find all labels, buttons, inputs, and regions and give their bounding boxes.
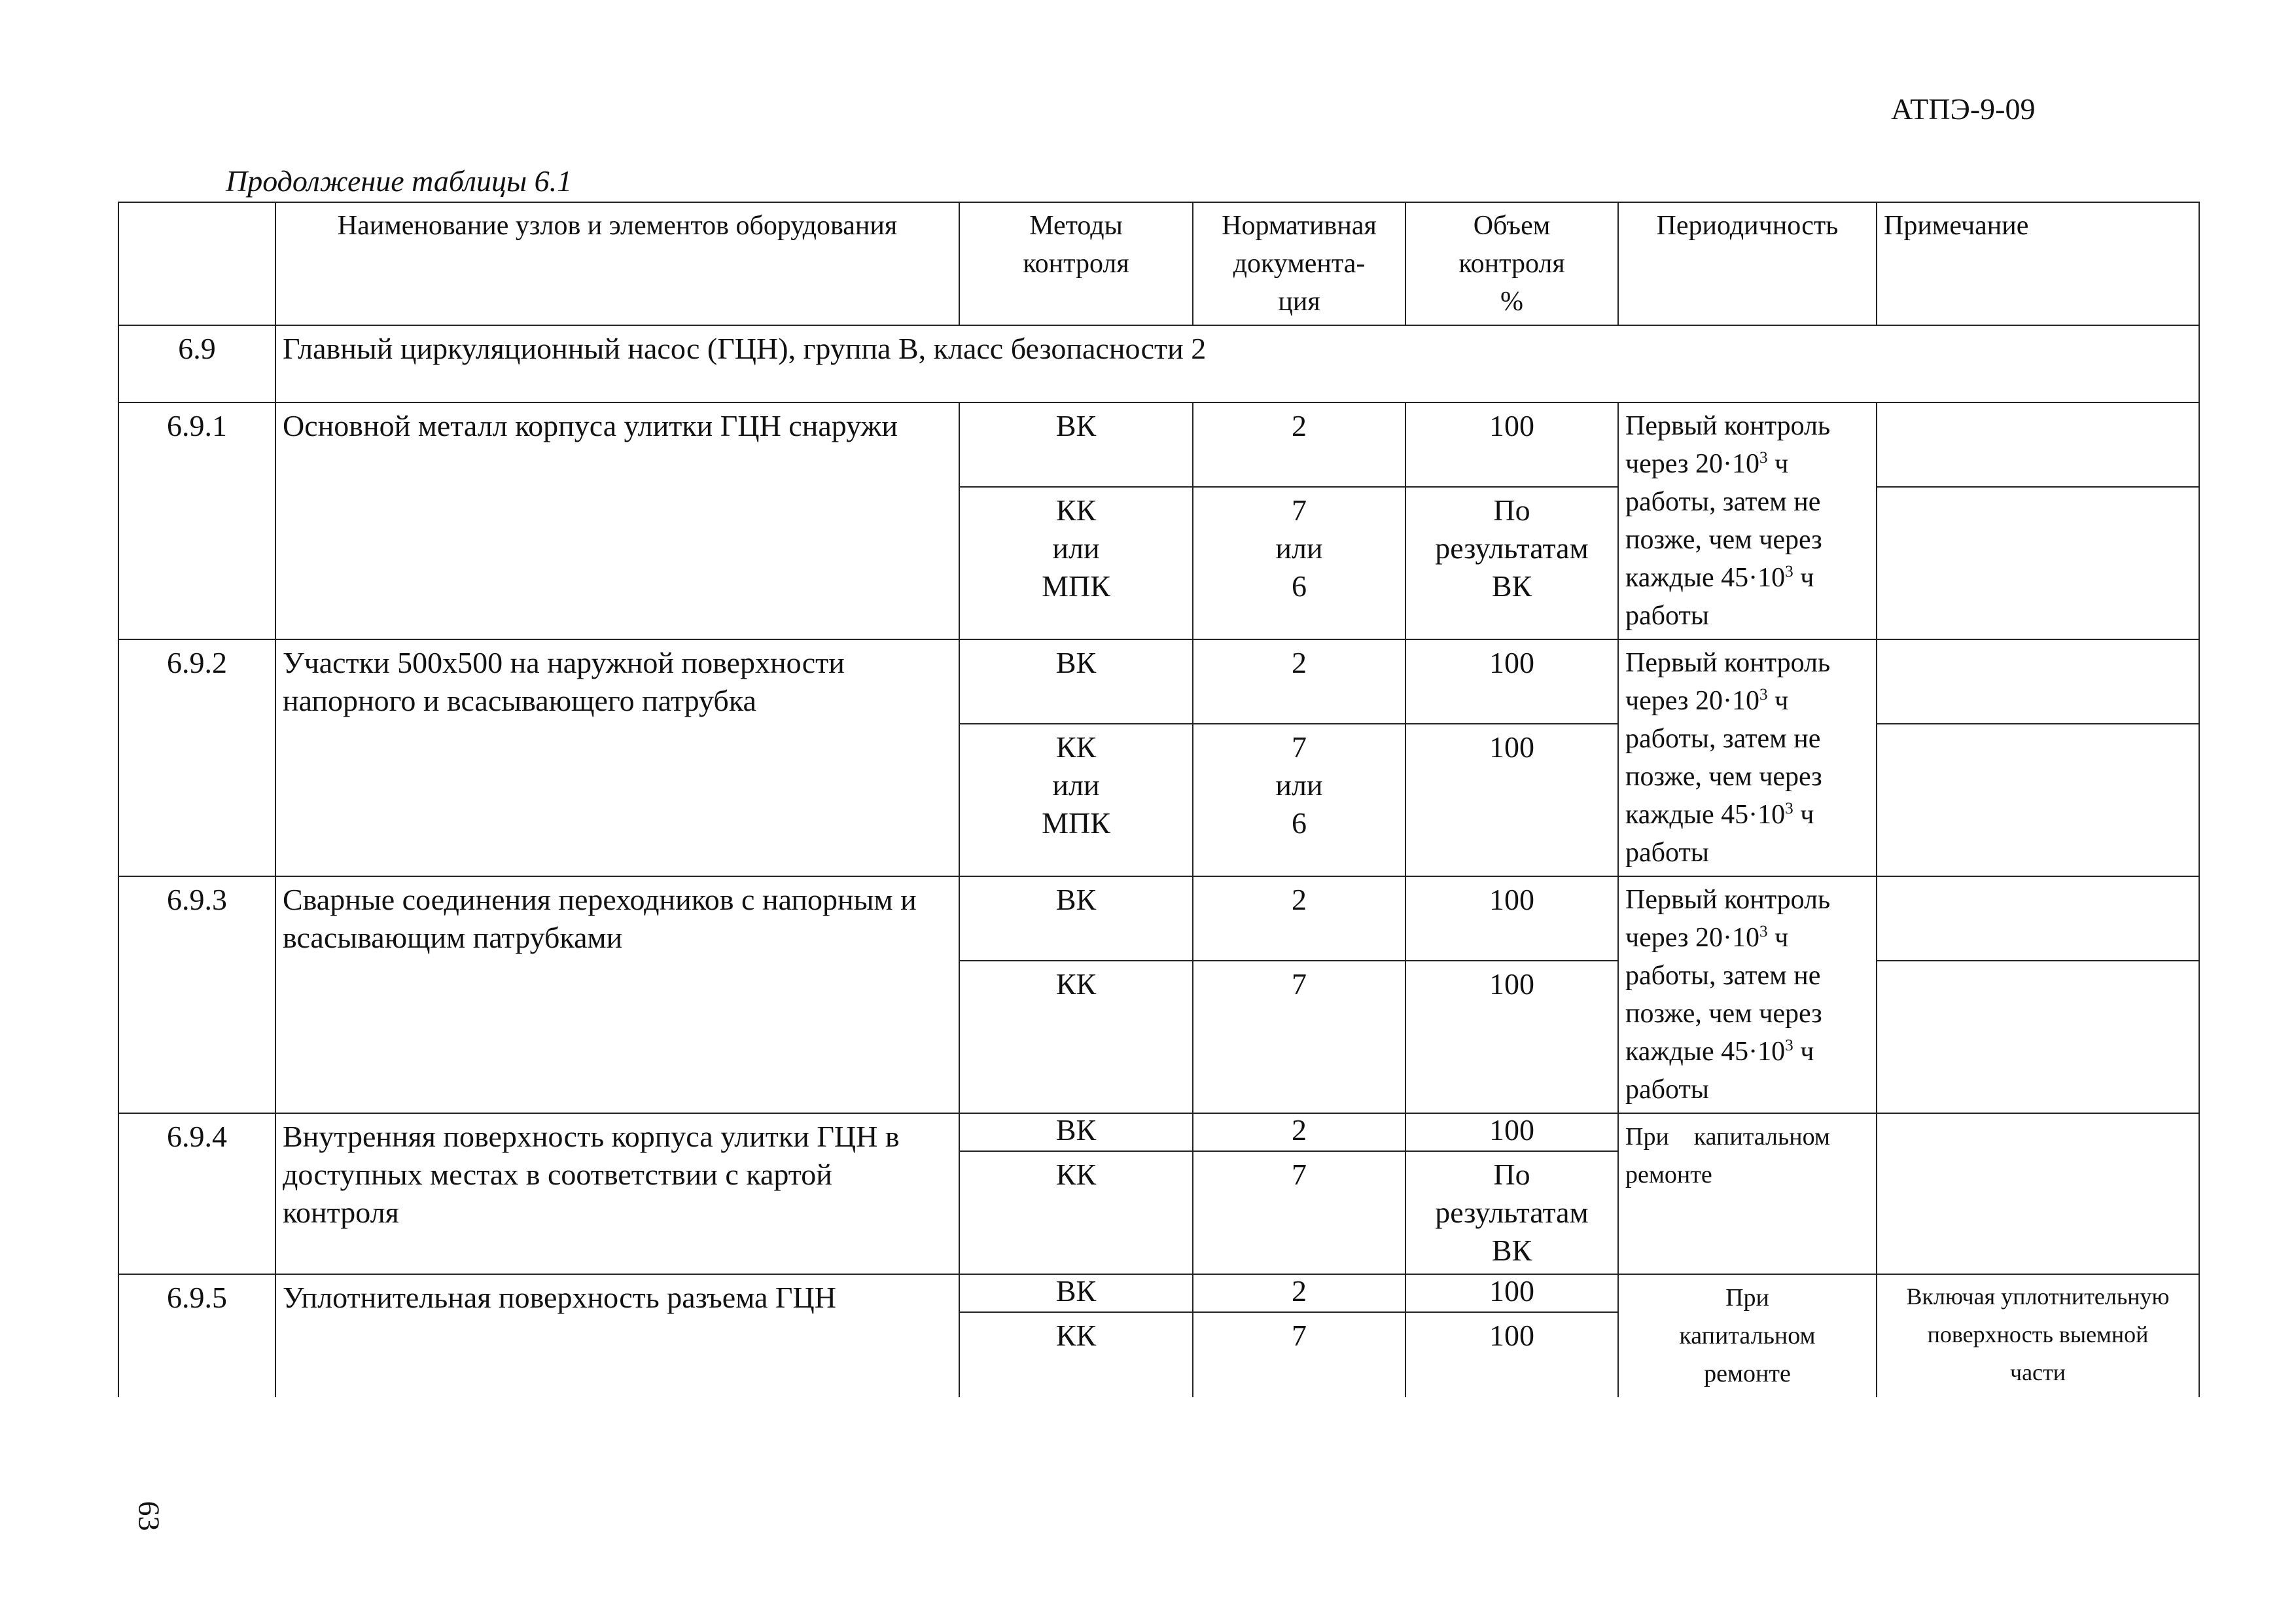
header-note: Примечание [1877,202,2199,325]
row-volume: 100 [1405,1274,1618,1312]
row-doc: 7 [1193,961,1405,1113]
header-norm-doc: Нормативная документа- ция [1193,202,1405,325]
row-doc: 7 или 6 [1193,487,1405,639]
section-row [118,325,2199,402]
row-method: КК [959,1151,1193,1274]
row-method: ВК [959,402,1193,487]
row-method: КК [959,961,1193,1113]
row-volume: 100 [1405,1113,1618,1151]
table-caption: Продолжение таблицы 6.1 [226,164,573,198]
row-volume: По результатам ВК [1405,1151,1618,1274]
row-method: ВК [959,639,1193,724]
row-doc: 2 [1193,1274,1405,1312]
row-method: ВК [959,1113,1193,1151]
row-method: КК [959,1312,1193,1397]
row-method: ВК [959,876,1193,961]
row-doc: 2 [1193,402,1405,487]
row-period: При капитальном ремонте [1618,1113,1877,1274]
row-note: Включая уплотнительную поверхность выемной части [1877,1274,2199,1397]
section-title: Главный циркуляционный насос (ГЦН), группа В, класс безопасности 2 [275,325,2199,402]
row-name: Участки 500х500 на наружной поверхности напорного и всасывающего патрубка [275,639,959,876]
row-note [1877,1113,2199,1274]
row-note [1877,961,2199,1113]
row-doc: 7 [1193,1151,1405,1274]
row-number: 6.9.4 [118,1113,275,1274]
row-doc: 2 [1193,876,1405,961]
row-note [1877,639,2199,724]
row-volume: 100 [1405,876,1618,961]
row-period: Первый контроль через $20\cdot 10^3$ ч работы, затем не позже, чем через каждые $45\cdot 10^3$ ч работы [1618,402,1877,639]
row-period: Первый контроль через $20\cdot 10^3$ ч работы, затем не позже, чем через каждые $45\cdot 10^3$ ч работы [1618,876,1877,1113]
row-method: КК или МПК [959,487,1193,639]
row-name: Внутренняя поверхность корпуса улитки ГЦН в доступных местах в соответствии с картой контроля [275,1113,959,1274]
header-methods: Методы контроля [959,202,1193,325]
row-name: Уплотнительная поверхность разъема ГЦН [275,1274,959,1397]
row-volume: 100 [1405,402,1618,487]
header-name: Наименование узлов и элементов оборудования [275,202,959,325]
table-row [118,876,2199,961]
row-volume: 100 [1405,724,1618,876]
row-doc: 7 [1193,1312,1405,1397]
page-number: 63 [132,1501,166,1531]
row-number: 6.9.1 [118,402,275,639]
row-doc: 7 или 6 [1193,724,1405,876]
row-note [1877,876,2199,961]
section-number: 6.9 [118,325,275,402]
document-code: АТПЭ-9-09 [1891,92,2036,126]
row-volume: 100 [1405,961,1618,1113]
row-volume: 100 [1405,1312,1618,1397]
table-row [118,1274,2199,1312]
row-volume: 100 [1405,639,1618,724]
row-period: Первый контроль через $20\cdot 10^3$ ч работы, затем не позже, чем через каждые $45\cdot 10^3$ ч работы [1618,639,1877,876]
row-doc: 2 [1193,639,1405,724]
row-name: Сварные соединения переходников с напорным и всасывающим патрубками [275,876,959,1113]
table-header-row [118,202,2199,325]
row-number: 6.9.5 [118,1274,275,1397]
row-number: 6.9.2 [118,639,275,876]
header-period: Периодичность [1618,202,1877,325]
row-note [1877,724,2199,876]
row-name: Основной металл корпуса улитки ГЦН снаружи [275,402,959,639]
row-note [1877,487,2199,639]
row-method: ВК [959,1274,1193,1312]
inspection-table [118,202,2200,1397]
header-volume: Объем контроля % [1405,202,1618,325]
row-method: КК или МПК [959,724,1193,876]
row-note [1877,402,2199,487]
table-row [118,1113,2199,1151]
row-period: При капитальном ремонте [1618,1274,1877,1397]
row-number: 6.9.3 [118,876,275,1113]
table-row [118,639,2199,724]
header-num-cell [118,202,275,325]
row-doc: 2 [1193,1113,1405,1151]
table-row [118,402,2199,487]
row-volume: По результатам ВК [1405,487,1618,639]
